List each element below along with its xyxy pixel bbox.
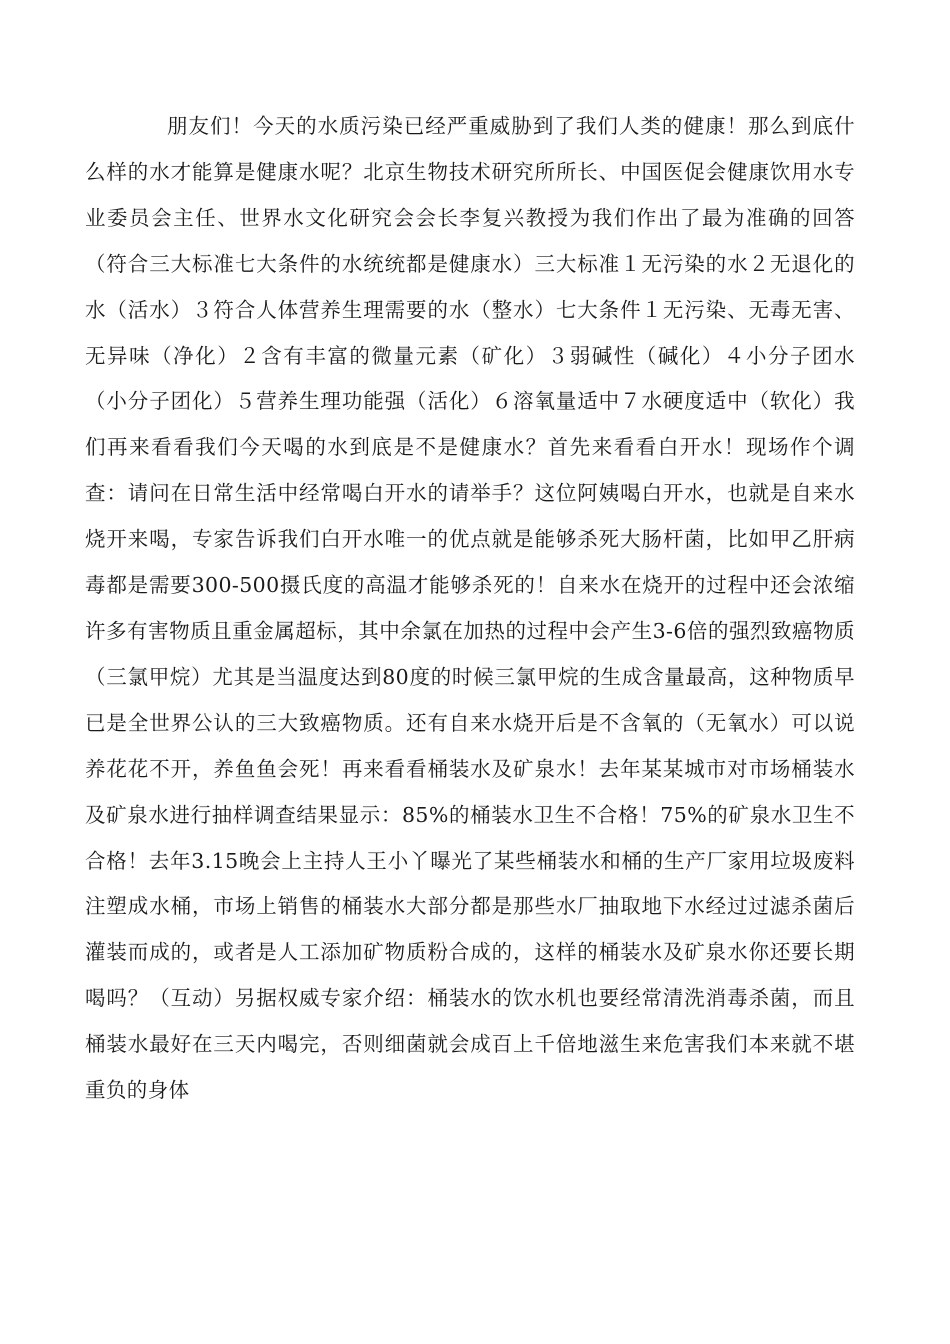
body-paragraph: 朋友们！今天的水质污染已经严重威胁到了我们人类的健康！那么到底什么样的水才能算是健康水呢？北京生物技术研究所所长、中国医促会健康饮用水专业委员会主任、世界水文化研究会会长李复兴教授为我们作出了最为准确的回答（符合三大标准七大条件的水统统都是健康水）三大标准１无污染的水２无退化的水（活水）３符合人体营养生理需要的水（整水）七大条件１无污染、无毒无害、无异味（净化）２含有丰富的微量元素（矿化）３弱碱性（碱化）４小分子团水（小分子团化）５营养生理功能强（活化）６溶氧量适中７水硬度适中（软化）我们再来看看我们今天喝的水到底是不是健康水？首先来看看白开水！现场作个调查：请问在日常生活中经常喝白开水的请举手？这位阿姨喝白开水，也就是自来水烧开来喝，专家告诉我们白开水唯一的优点就是能够杀死大肠杆菌，比如甲乙肝病毒都是需要300-500摄氏度的高温才能够杀死的！自来水在烧开的过程中还会浓缩许多有害物质且重金属超标，其中余氯在加热的过程中会产生3-6倍的强烈致癌物质（三氯甲烷）尤其是当温度达到80度的时候三氯甲烷的生成含量最高，这种物质早已是全世界公认的三大致癌物质。还有自来水烧开后是不含氧的（无氧水）可以说养花花不开，养鱼鱼会死！再来看看桶装水及矿泉水！去年某某城市对市场桶装水及矿泉水进行抽样调查结果显示：85%的桶装水卫生不合格！75%的矿泉水卫生不合格！去年3.15晚会上主持人王小丫曝光了某些桶装水和桶的生产厂家用垃圾废料注塑成水桶，市场上销售的桶装水大部分都是那些水厂抽取地下水经过过滤杀菌后灌装而成的，或者是人工添加矿物质粉合成的，这样的桶装水及矿泉水你还要长期喝吗？（互动）另据权威专家介绍：桶装水的饮水机也要经常清洗消毒杀菌，而且桶装水最好在三天内喝完，否则细菌就会成百上千倍地滋生来危害我们本来就不堪重负的身体 [85,114,855,1103]
